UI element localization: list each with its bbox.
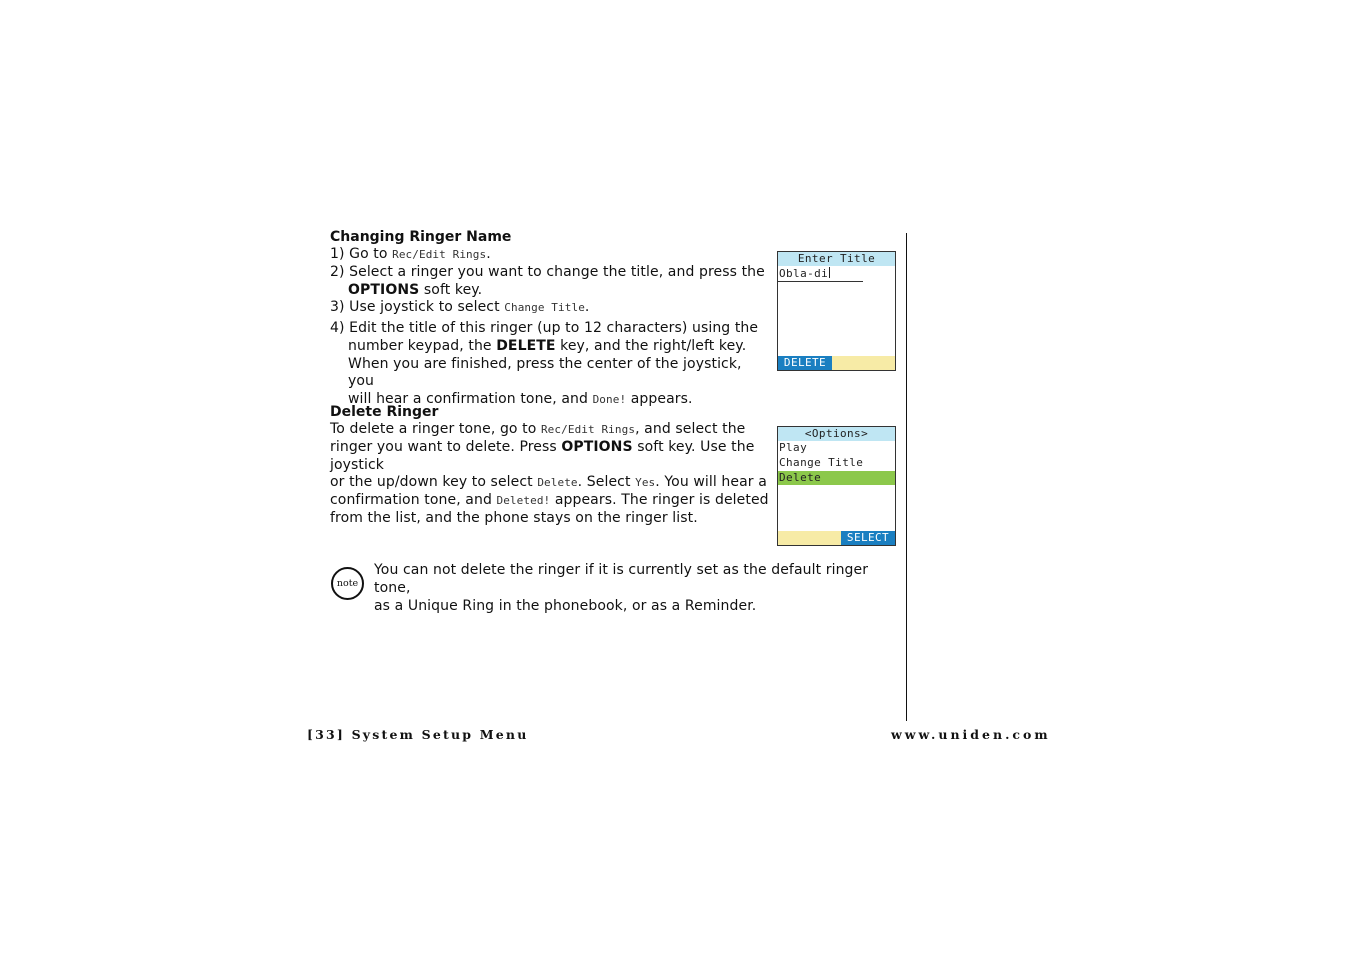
softkey-blank-left — [778, 531, 841, 545]
screen-title-bar: <Options> — [778, 427, 895, 441]
delete-ringer-paragraph — [330, 421, 770, 528]
para-line-1: To delete a ringer tone, go to — [330, 421, 541, 437]
phone-screen-enter-title — [777, 251, 896, 371]
step-3 — [330, 299, 770, 317]
step-2-end: soft key. — [419, 281, 483, 298]
step-3-end: . — [584, 299, 590, 315]
screen-title-bar: Enter Title — [778, 252, 895, 266]
footer-page-label: [33] System Setup Menu — [307, 727, 529, 742]
para-line-5: from the list, and the phone stays on the ringer list. — [330, 509, 698, 526]
para-line-3-end: . You will hear a — [655, 474, 767, 491]
note-text — [374, 562, 899, 615]
softkey-select: SELECT — [841, 531, 895, 545]
note-line-1: You can not delete the ringer if it is currently set as the default ringer tone, — [374, 562, 869, 596]
step-1-text: 1) Go to — [330, 246, 393, 262]
menu-item-change-title: Change Title — [779, 456, 864, 469]
para-code-rec-edit: Rec/Edit Rings — [540, 423, 636, 436]
step-4-line-3: When you are finished, press the center of the joystick, you — [348, 355, 742, 390]
step-3-code: Change Title — [504, 301, 585, 314]
step-2-text: 2) Select a ringer you want to change the title, and press the — [330, 264, 765, 280]
step-4 — [330, 320, 770, 409]
menu-item-play: Play — [779, 441, 808, 454]
note-icon — [331, 567, 364, 600]
title-entry-text: Obla-di — [779, 267, 829, 280]
para-line-4: confirmation tone, and — [330, 492, 497, 509]
step-3-text: 3) Use joystick to select — [330, 299, 505, 315]
step-2 — [330, 264, 770, 300]
step-1 — [330, 246, 770, 264]
para-bold-options: OPTIONS — [561, 438, 633, 455]
step-2-bold: OPTIONS — [348, 281, 420, 298]
step-4-line-2: number keypad, the — [348, 337, 497, 354]
note-line-2: as a Unique Ring in the phonebook, or as a Reminder. — [374, 597, 757, 614]
step-4-line-4-end: appears. — [626, 391, 693, 408]
menu-item-delete-selected: Delete — [778, 471, 895, 485]
softkey-delete: DELETE — [778, 356, 832, 370]
para-code-delete: Delete — [537, 476, 578, 490]
vertical-divider — [906, 233, 907, 721]
footer-website: www.uniden.com — [891, 727, 1051, 742]
para-code-yes: Yes — [635, 476, 656, 490]
step-4-line-1: 4) Edit the title of this ringer (up to 12 characters) using the — [330, 320, 759, 336]
step-4-line-4: will hear a confirmation tone, and — [348, 391, 593, 408]
para-line-3-mid: . Select — [577, 474, 636, 491]
para-line-2-end: soft key. Use the joystick — [330, 438, 755, 473]
step-4-code: Done! — [592, 393, 627, 407]
section-heading-delete-ringer: Delete Ringer — [330, 404, 439, 420]
para-code-deleted: Deleted! — [496, 494, 551, 508]
step-1-end: . — [486, 246, 491, 262]
para-line-3: or the up/down key to select — [330, 474, 538, 491]
phone-screen-options — [777, 426, 896, 546]
section-heading-changing-ringer-name: Changing Ringer Name — [330, 229, 512, 245]
para-line-1-end: , and select the — [635, 421, 746, 437]
para-line-4-end: appears. The ringer is deleted — [550, 492, 769, 509]
step-1-code: Rec/Edit Rings — [392, 248, 487, 261]
text-cursor-icon — [829, 267, 830, 278]
para-line-2: ringer you want to delete. Press — [330, 438, 562, 455]
step-4-bold: DELETE — [496, 337, 556, 354]
softkey-blank-right — [832, 356, 895, 370]
note-icon-label: note — [336, 578, 359, 589]
title-entry-field — [778, 267, 863, 282]
step-4-line-2-end: key, and the right/left key. — [555, 337, 747, 354]
